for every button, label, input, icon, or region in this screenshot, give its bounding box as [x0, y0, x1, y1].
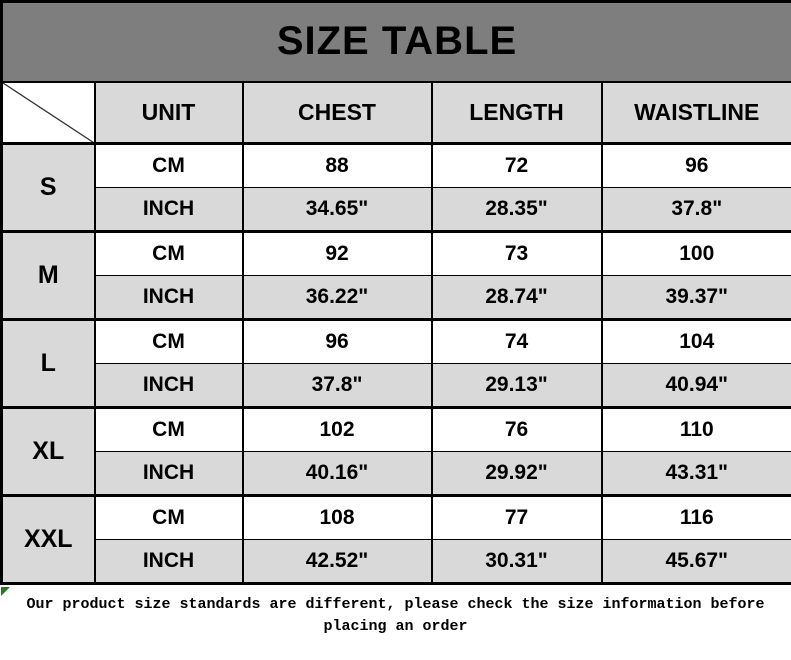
column-header-chest: CHEST [243, 82, 432, 144]
length-cm-value: 73 [432, 232, 602, 276]
waistline-cm-value: 100 [602, 232, 791, 276]
chest-cm-value: 88 [243, 144, 432, 188]
table-row-m-cm [2, 232, 791, 276]
table-row-xl-inch [2, 452, 791, 496]
chest-inch-value: 37.8" [243, 364, 432, 408]
column-header-unit: UNIT [95, 82, 243, 144]
waistline-cm-value: 96 [602, 144, 791, 188]
unit-cell: INCH [95, 452, 243, 496]
length-cm-value: 74 [432, 320, 602, 364]
table-row-xl-cm [2, 408, 791, 452]
length-cm-value: 77 [432, 496, 602, 540]
column-header-row [2, 82, 791, 144]
size-label-xl: XL [2, 408, 95, 496]
unit-cell: INCH [95, 276, 243, 320]
size-label-s: S [2, 144, 95, 232]
length-inch-value: 30.31" [432, 540, 602, 584]
waistline-cm-value: 116 [602, 496, 791, 540]
waistline-cm-value: 104 [602, 320, 791, 364]
chest-cm-value: 92 [243, 232, 432, 276]
title-row [2, 2, 791, 82]
waistline-inch-value: 45.67" [602, 540, 791, 584]
chest-cm-value: 96 [243, 320, 432, 364]
table-row-xxl-cm [2, 496, 791, 540]
table-row-m-inch [2, 276, 791, 320]
length-cm-value: 72 [432, 144, 602, 188]
unit-cell: CM [95, 320, 243, 364]
size-label-xxl: XXL [2, 496, 95, 584]
table-row-s-inch [2, 188, 791, 232]
unit-cell: INCH [95, 188, 243, 232]
waistline-inch-value: 40.94" [602, 364, 791, 408]
table-row-s-cm [2, 144, 791, 188]
waistline-inch-value: 37.8" [602, 188, 791, 232]
footer-note-line2: placing an order [323, 618, 468, 635]
unit-cell: CM [95, 496, 243, 540]
table-row-xxl-inch [2, 540, 791, 584]
length-inch-value: 28.35" [432, 188, 602, 232]
table-row-l-cm [2, 320, 791, 364]
chest-cm-value: 102 [243, 408, 432, 452]
unit-cell: CM [95, 232, 243, 276]
chest-inch-value: 34.65" [243, 188, 432, 232]
unit-cell: INCH [95, 540, 243, 584]
waistline-inch-value: 39.37" [602, 276, 791, 320]
unit-cell: CM [95, 408, 243, 452]
footer-note-line1: Our product size standards are different, please check the size information before [26, 596, 765, 613]
size-label-m: M [2, 232, 95, 320]
waistline-inch-value: 43.31" [602, 452, 791, 496]
column-header-waistline: WAISTLINE [602, 82, 791, 144]
footer-note [0, 585, 791, 657]
chest-inch-value: 36.22" [243, 276, 432, 320]
size-label-l: L [2, 320, 95, 408]
unit-cell: CM [95, 144, 243, 188]
table-row-l-inch [2, 364, 791, 408]
chest-inch-value: 42.52" [243, 540, 432, 584]
length-cm-value: 76 [432, 408, 602, 452]
diagonal-corner-cell [2, 82, 95, 144]
length-inch-value: 29.92" [432, 452, 602, 496]
column-header-length: LENGTH [432, 82, 602, 144]
diagonal-line-icon [3, 83, 94, 143]
excel-corner-marker-icon [1, 587, 10, 596]
unit-cell: INCH [95, 364, 243, 408]
length-inch-value: 29.13" [432, 364, 602, 408]
length-inch-value: 28.74" [432, 276, 602, 320]
chest-inch-value: 40.16" [243, 452, 432, 496]
waistline-cm-value: 110 [602, 408, 791, 452]
page-title: SIZE TABLE [2, 2, 791, 82]
chest-cm-value: 108 [243, 496, 432, 540]
